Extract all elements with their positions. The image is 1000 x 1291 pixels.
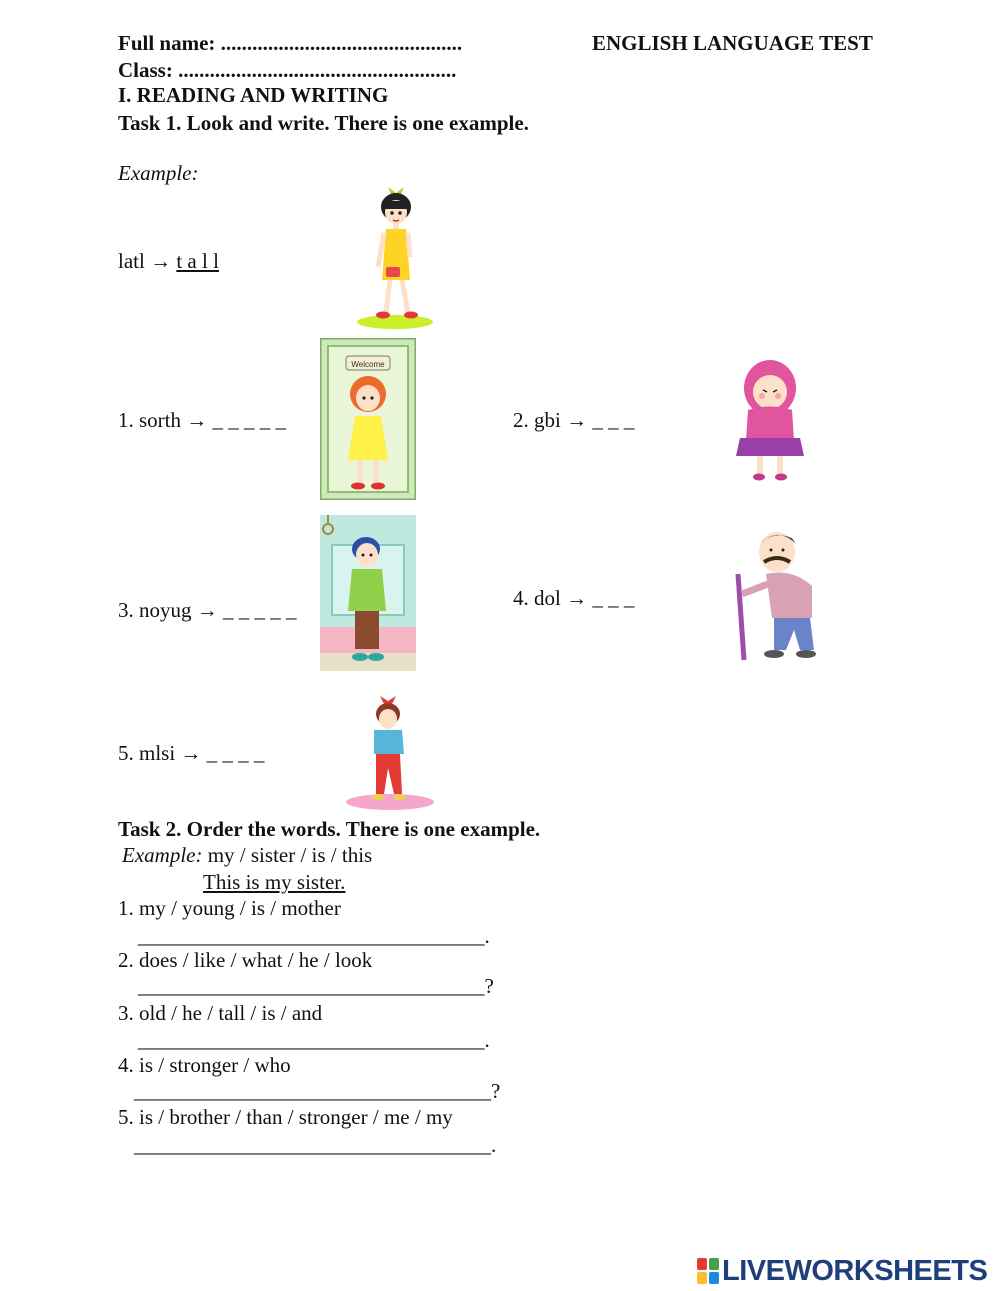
task2-item-1-answer-field[interactable]: _________________________________.: [138, 924, 490, 948]
task2-item-5-words: 5. is / brother / than / stronger / me / my: [118, 1105, 453, 1129]
svg-text:Welcome: Welcome: [351, 360, 385, 369]
task1-item-2-prompt[interactable]: 2. gbi → _ _ _: [513, 408, 635, 432]
arrow-icon: →: [150, 249, 172, 273]
boy-in-train-icon: [320, 515, 416, 671]
full-name-field[interactable]: Full name: ..............................................: [118, 31, 463, 55]
girl-in-pink-hood-icon: [730, 358, 810, 484]
task1-example-row: [118, 248, 219, 274]
task2-item-5-answer-field[interactable]: __________________________________.: [134, 1133, 497, 1157]
task1-item-5-prompt[interactable]: 5. mlsi → _ _ _ _: [118, 741, 265, 765]
task1-example-label: Example:: [118, 161, 199, 185]
task2-item-1-words: 1. my / young / is / mother: [118, 896, 341, 920]
task2-item-4-answer-field[interactable]: __________________________________?: [134, 1079, 501, 1103]
task1-title: Task 1. Look and write. There is one example.: [118, 111, 529, 135]
task1-item-1-prompt[interactable]: 1. sorth → _ _ _ _ _: [118, 408, 286, 432]
task2-example-row: [122, 842, 372, 868]
task2-item-2-words: 2. does / like / what / he / look: [118, 948, 373, 972]
girl-at-door-icon: [320, 338, 416, 500]
task2-example-words: my / sister / is / this: [202, 843, 373, 867]
task2-item-4-words: 4. is / stronger / who: [118, 1053, 291, 1077]
test-title: ENGLISH LANGUAGE TEST: [592, 31, 873, 55]
tall-girl-illustration: [352, 185, 438, 333]
task2-example-label: Example:: [122, 843, 203, 867]
example-answer: t a l l: [176, 249, 219, 273]
liveworksheets-logo: [697, 1255, 987, 1287]
liveworksheets-logo-icon: [697, 1258, 719, 1284]
example-scrambled-word: latl: [118, 249, 145, 273]
class-field[interactable]: Class: .....................................................: [118, 58, 457, 82]
task1-item-3-prompt[interactable]: 3. noyug → _ _ _ _ _: [118, 598, 297, 622]
task2-example-answer: This is my sister.: [203, 870, 346, 894]
liveworksheets-brand-text: LIVEWORKSHEETS: [722, 1254, 988, 1287]
task2-item-2-answer-field[interactable]: _________________________________?: [138, 974, 494, 998]
task2-title: Task 2. Order the words. There is one example.: [118, 817, 541, 841]
task2-item-3-words: 3. old / he / tall / is / and: [118, 1001, 323, 1025]
task1-item-4-prompt[interactable]: 4. dol → _ _ _: [513, 586, 635, 610]
girl-walking-icon: [344, 694, 438, 812]
section-heading: I. READING AND WRITING: [118, 83, 389, 107]
old-man-with-cane-icon: [722, 526, 822, 664]
task2-item-3-answer-field[interactable]: _________________________________.: [138, 1028, 490, 1052]
